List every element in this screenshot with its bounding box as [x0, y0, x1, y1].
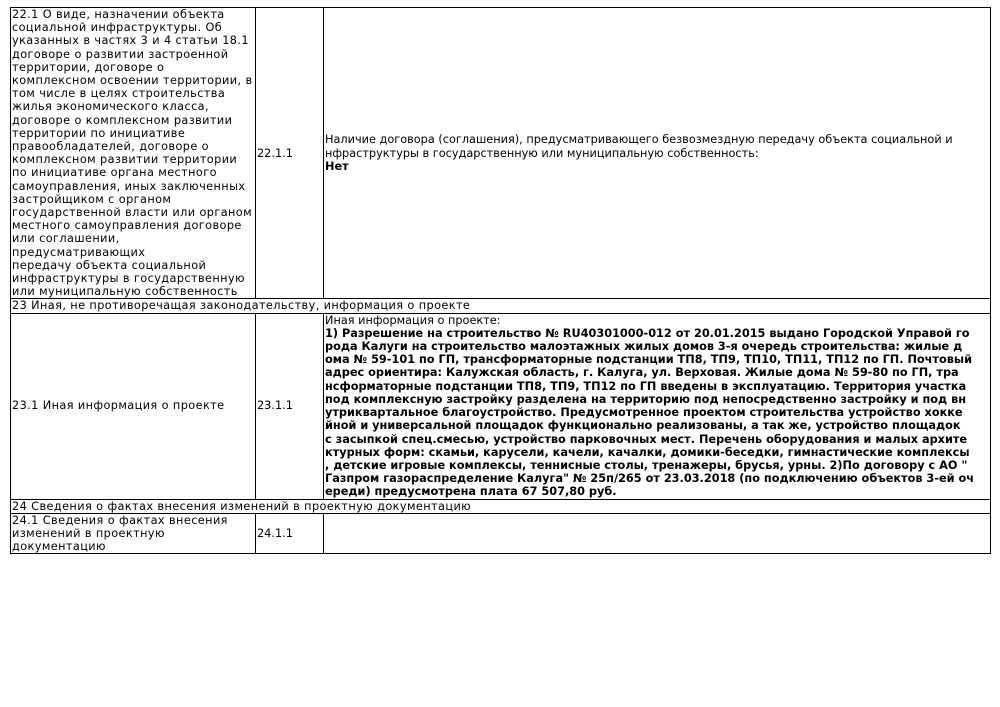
row-24-1-code: 24.1.1 [256, 513, 324, 554]
row-24-1-content [324, 513, 991, 554]
table-row-22-1 [11, 8, 991, 299]
row-22-1-code: 22.1.1 [256, 8, 324, 299]
row-22-1-text: Наличие договора (соглашения), предусматривающего безвозмездную передачу объекта социальной и нфраструктуры в государственную или муниципальную собственность: [325, 133, 953, 160]
row-23-1-text: Иная информация о проекте: [325, 313, 501, 327]
row-22-1-content [324, 8, 991, 299]
section-23-title: 23 Иная, не противоречащая законодательству, информация о проекте [11, 299, 991, 313]
row-23-1-code: 23.1.1 [256, 313, 324, 499]
row-22-1-value: Нет [325, 159, 349, 173]
table-row-24-1 [11, 513, 991, 554]
row-23-1-value: 1) Разрешение на строительство № RU40301000-012 от 20.01.2015 выдано Городской Управой го рода Калуги на строительство малоэтажных жилых домов 3-я очередь строительства: жилые д ома № 59-101 по ГП, трансформаторные подстанции ТП8, ТП9, ТП10, ТП11, ТП12 по ГП. Почтовый адрес ориентира: Калужская область, г. Калуга, ул. Верховая. Жилые дома № 59-80 по ГП, тра нсформаторные подстанции ТП8, ТП9, ТП12 по ГП введены в эксплуатацию. Территория участка под комплексную застройку разделена на территорию под непосредственно застройку и под вн утриквартальное благоустройство. Предусмотренное проектом строительства устройство хокке йной и универсальной площадок функционально реализованы, а так же, устройство площадок с засыпкой спец.смесью, устройство парковочных мест. Перечень оборудования и малых архите ктурных форм: скамьи, карусели, качели, качалки, домики-беседки, гимнастические комплексы , детские игровые комплексы, теннисные столы, тренажеры, брусья, урны. 2)По договору с АО " Газпром газораспределение Калуга" № 25п/265 от 23.03.2018 (по подключению объектов 3-ей оч ереди) предусмотрена плата 67 507,80 руб. [325, 326, 974, 499]
section-23-header [11, 299, 991, 313]
section-24-header [11, 499, 991, 513]
disclosure-table [10, 7, 991, 554]
row-24-1-label: 24.1 Сведения о фактах внесения изменений в проектную документацию [11, 513, 256, 554]
row-23-1-label: 23.1 Иная информация о проекте [11, 313, 256, 499]
table-row-23-1 [11, 313, 991, 499]
row-23-1-content [324, 313, 991, 499]
section-24-title: 24 Сведения о фактах внесения изменений в проектную документацию [11, 499, 991, 513]
row-22-1-label: 22.1 О виде, назначении объекта социальной инфраструктуры. Об указанных в частях 3 и 4 статьи 18.1 договоре о развитии застроенной территории, договоре о комплексном освоении территории, в том числе в целях строительства жилья экономического класса, договоре о комплексном развитии территории по инициативе правообладателей, договоре о комплексном развитии территории по инициативе органа местного самоуправления, иных заключенных застройщиком с органом государственной власти или органом местного самоуправления договоре или соглашении, предусматривающих передачу объекта социальной инфраструктуры в государственную или муниципальную собственность [11, 8, 256, 299]
